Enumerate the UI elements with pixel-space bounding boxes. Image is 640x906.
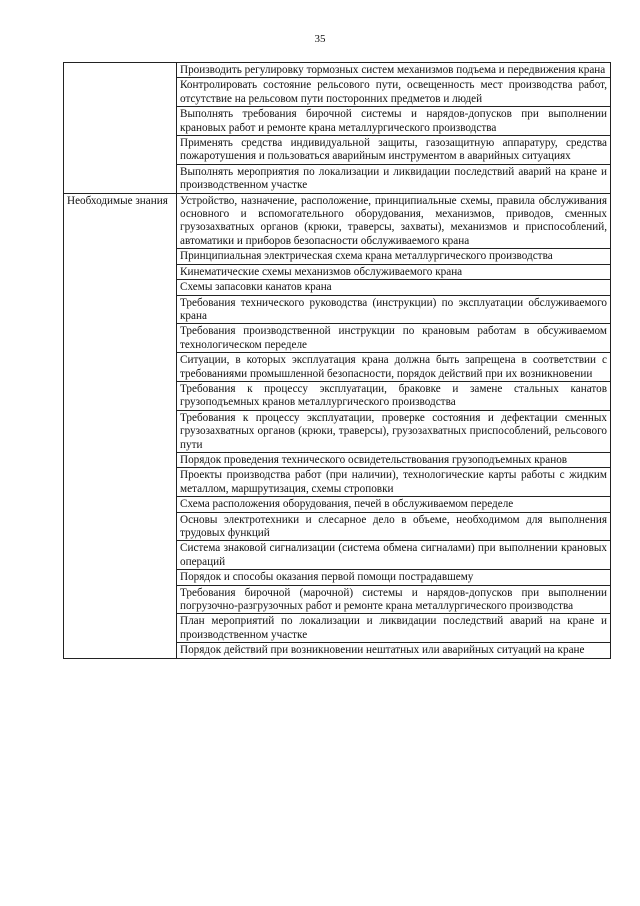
skills-block-item-text: Выполнять требования бирочной системы и нарядов-допусков при выполнении крановых работ и ремонте крана металлургического производства [180, 108, 607, 134]
knowledge-block-item-cell [177, 497, 611, 512]
knowledge-block-item-cell [177, 468, 611, 497]
knowledge-block-item-cell [177, 193, 611, 249]
knowledge-block-item-text: Порядок действий при возникновении нештатных или аварийных ситуаций на кране [180, 644, 585, 657]
requirements-table [63, 62, 611, 659]
knowledge-block-item-text: Требования производственной инструкции по крановым работам в обсуживаемом технологическом переделе [180, 325, 607, 351]
knowledge-block-item-cell [177, 570, 611, 585]
skills-block-label-cell [64, 63, 177, 194]
knowledge-block-item-cell [177, 280, 611, 295]
skills-block-item-text: Производить регулировку тормозных систем механизмов подъема и передвижения крана [180, 64, 606, 76]
knowledge-block-item-cell [177, 614, 611, 643]
knowledge-block-label-cell [64, 193, 177, 658]
knowledge-block-item-text: Принципиальная электрическая схема крана металлургического производства [180, 250, 553, 263]
knowledge-block-label: Необходимые знания [67, 194, 168, 207]
page-number: 35 [314, 33, 326, 45]
knowledge-block-item-cell [177, 264, 611, 279]
knowledge-block-item-cell [177, 249, 611, 264]
knowledge-block-item-text: Порядок и способы оказания первой помощи пострадавшему [180, 571, 474, 584]
knowledge-block-item-cell [177, 295, 611, 324]
knowledge-block-item-cell [177, 643, 611, 658]
skills-block-item-text: Выполнять мероприятия по локализации и ликвидации последствий аварий на кране и производственном участке [180, 165, 607, 192]
knowledge-block-item-text: Требования технического руководства (инструкции) по эксплуатации обслуживаемого крана [180, 296, 607, 322]
knowledge-block-item-cell [177, 585, 611, 614]
knowledge-block-item-cell [177, 452, 611, 467]
knowledge-block-item-text: Проекты производства работ (при наличии), технологические карты работы с жидким металлом, маршрутизация, схемы строповки [180, 469, 607, 495]
table-row [64, 193, 611, 249]
knowledge-block-item-text: Требования бирочной (марочной) системы и нарядов-допусков при выполнении погрузочно-разгрузочных работ и ремонте крана металлургического производства [180, 586, 607, 613]
knowledge-block-item-text: Ситуации, в которых эксплуатация крана должна быть запрещена в соответствии с требованиями промышленной безопасности, порядок действий при их возникновении [180, 354, 607, 380]
skills-block-item-cell [177, 164, 611, 193]
knowledge-block-item-text: Устройство, назначение, расположение, принципиальные схемы, правила обслуживания основного и вспомогательного оборудования, механизмов, приводов, сменных грузозахватных органов (крюки, траверсы, захваты), механизмов и приспособлений, автоматики и приборов безопасности обслуживаемого крана [180, 194, 607, 247]
knowledge-block-item-text: Схемы запасовки канатов крана [180, 281, 332, 294]
knowledge-block-item-text: План мероприятий по локализации и ликвидации последствий аварий на кране и производственном участке [180, 615, 607, 641]
knowledge-block-item-cell [177, 512, 611, 541]
knowledge-block-item-cell [177, 410, 611, 452]
skills-block-item-cell [177, 107, 611, 136]
table-row [64, 63, 611, 78]
knowledge-block-item-text: Порядок проведения технического освидетельствования грузоподъемных кранов [180, 453, 568, 466]
skills-block-item-cell [177, 63, 611, 78]
knowledge-block-item-text: Схема расположения оборудования, печей в обслуживаемом переделе [180, 498, 514, 511]
knowledge-block-item-cell [177, 353, 611, 382]
knowledge-block-item-text: Система знаковой сигнализации (система обмена сигналами) при выполнении крановых операций [180, 542, 607, 568]
knowledge-block-item-text: Кинематические схемы механизмов обслуживаемого крана [180, 265, 463, 278]
knowledge-block-item-cell [177, 324, 611, 353]
knowledge-block-item-text: Основы электротехники и слесарное дело в объеме, необходимом для выполнения трудовых функций [180, 513, 607, 539]
skills-block-item-cell [177, 78, 611, 107]
knowledge-block-item-cell [177, 381, 611, 410]
skills-block-item-text: Применять средства индивидуальной защиты, газозащитную аппаратуру, средства пожаротушения и пользоваться аварийным инструментом в аварийных ситуациях [180, 137, 607, 163]
knowledge-block-item-text: Требования к процессу эксплуатации, браковке и замене стальных канатов грузоподъемных кранов металлургического производства [180, 382, 607, 409]
knowledge-block-item-cell [177, 541, 611, 570]
skills-block-item-text: Контролировать состояние рельсового пути, освещенность мест производства работ, отсутствие на рельсовом пути посторонних предметов и людей [180, 79, 607, 105]
knowledge-block-item-text: Требования к процессу эксплуатации, проверке состояния и дефектации сменных грузозахватных органов (крюки, траверсы), грузозахватных приспособлений, рельсового пути [180, 411, 607, 451]
skills-block-item-cell [177, 136, 611, 165]
